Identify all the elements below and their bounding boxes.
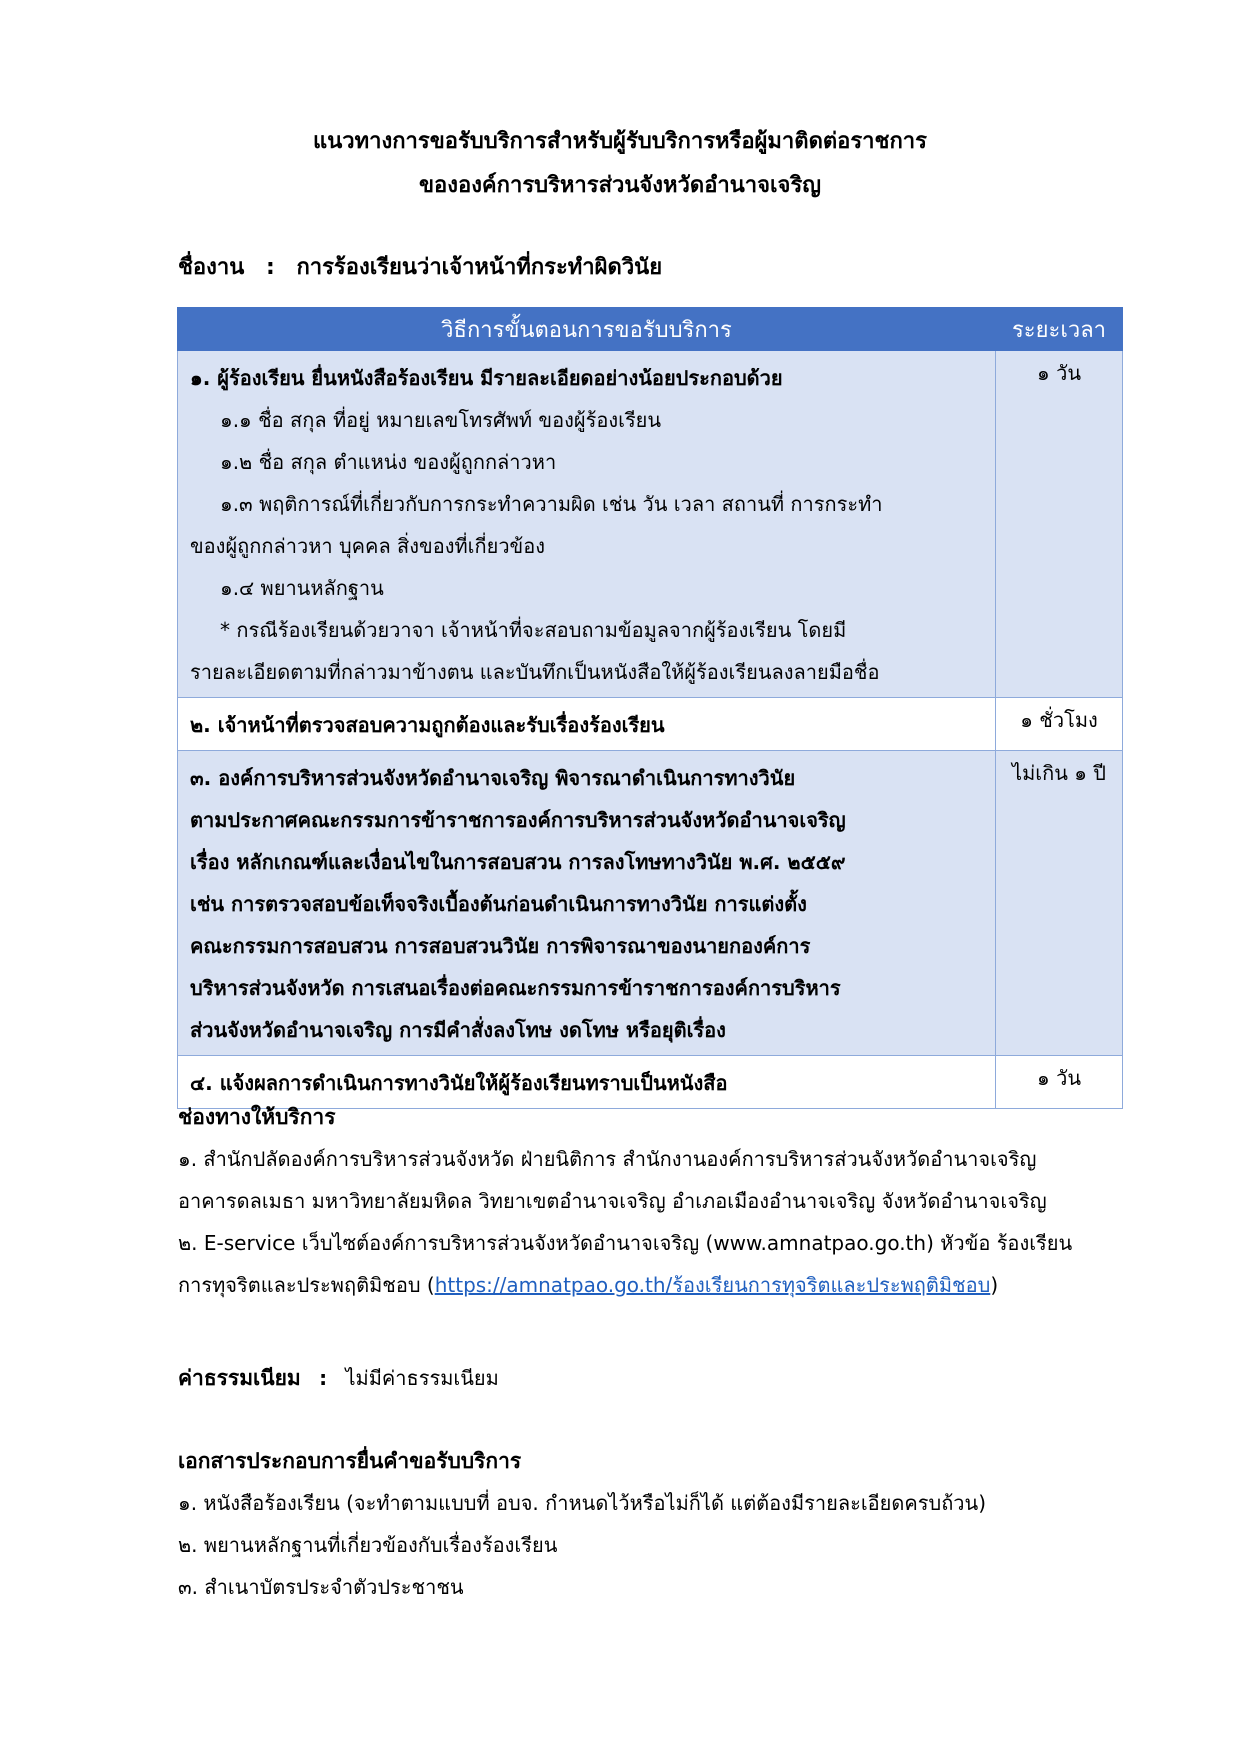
step-description [178,698,996,751]
job-name-value: การร้องเรียนว่าเจ้าหน้าที่กระทำผิดวินัย [296,255,663,280]
step-heading: ๒. เจ้าหน้าที่ตรวจสอบความถูกต้องและรับเรื่องร้องเรียน [190,713,665,737]
step-detail-line: คณะกรรมการสอบสวน การสอบสวนวินัย การพิจารณาของนายกองค์การ [190,934,811,958]
documents-heading: เอกสารประกอบการยื่นคำขอรับบริการ [178,1449,522,1473]
step-detail-line: เช่น การตรวจสอบข้อเท็จจริงเบื้องต้นก่อนดำเนินการทางวินัย การแต่งตั้ง [190,892,807,916]
document-item: ๑. หนังสือร้องเรียน (จะทำตามแบบที่ อบจ. กำหนดไว้หรือไม่ก็ได้ แต่ต้องมีรายละเอียดครบถ้วน) [178,1491,987,1515]
table-header-row [178,308,1123,351]
step-detail-line: ๓. องค์การบริหารส่วนจังหวัดอำนาจเจริญ พิจารณาดำเนินการทางวินัย [190,766,796,790]
step-duration: ๑ วัน [996,1056,1123,1109]
channel-line: อาคารดลเมธา มหาวิทยาลัยมหิดล วิทยาเขตอำนาจเจริญ อำเภอเมืองอำนาจเจริญ จังหวัดอำนาจเจริญ [178,1189,1047,1213]
channel-line: ๒. E-service เว็บไซต์องค์การบริหารส่วนจังหวัดอำนาจเจริญ (www.amnatpao.go.th) หัวข้อ ร้องเรียน [178,1231,1073,1255]
table-row [178,751,1123,1056]
fee-section [178,1357,499,1399]
step-detail-line: บริหารส่วนจังหวัด การเสนอเรื่องต่อคณะกรรมการข้าราชการองค์การบริหาร [190,976,841,1000]
job-name [178,252,662,284]
step-detail-line: ของผู้ถูกกล่าวหา บุคคล สิ่งของที่เกี่ยวข้อง [190,534,545,558]
step-detail-line: รายละเอียดตามที่กล่าวมาข้างตน และบันทึกเป็นหนังสือให้ผู้ร้องเรียนลงลายมือชื่อ [190,660,880,684]
step-description [178,751,996,1056]
step-duration: ๑ วัน [996,351,1123,698]
step-duration: ไม่เกิน ๑ ปี [996,751,1123,1056]
fee-separator: : [319,1366,328,1390]
step-detail-line: ๑.๑ ชื่อ สกุล ที่อยู่ หมายเลขโทรศัพท์ ของผู้ร้องเรียน [220,408,662,432]
step-description [178,351,996,698]
table-row [178,698,1123,751]
channel-line: ๑. สำนักปลัดองค์การบริหารส่วนจังหวัด ฝ่ายนิติการ สำนักงานองค์การบริหารส่วนจังหวัดอำนาจเจริญ [178,1147,1037,1171]
fee-value: ไม่มีค่าธรรมเนียม [345,1366,499,1390]
job-name-separator: : [265,255,275,280]
page-title-line-1: แนวทางการขอรับบริการสำหรับผู้รับบริการหรือผู้มาติดต่อราชการ [313,129,927,154]
step-detail-line: ๑.๓ พฤติการณ์ที่เกี่ยวกับการกระทำความผิด เช่น วัน เวลา สถานที่ การกระทำ [220,492,883,516]
step-detail-line: เรื่อง หลักเกณฑ์และเงื่อนไขในการสอบสวน การลงโทษทางวินัย พ.ศ. ๒๕๕๙ [190,850,846,874]
column-header-steps: วิธีการขั้นตอนการขอรับบริการ [178,308,996,351]
step-detail-line: ส่วนจังหวัดอำนาจเจริญ การมีคำสั่งลงโทษ งดโทษ หรือยุติเรื่อง [190,1018,726,1042]
documents-section [178,1440,986,1608]
step-heading: ๑. ผู้ร้องเรียน ยื่นหนังสือร้องเรียน มีรายละเอียดอย่างน้อยประกอบด้วย [190,366,783,390]
complaint-link[interactable]: https://amnatpao.go.th/ร้องเรียนการทุจริตและประพฤติมิชอบ [434,1273,991,1297]
table-row [178,351,1123,698]
service-channels-section [178,1096,1072,1306]
channel-line-suffix: ) [990,1273,999,1297]
step-heading: ๔. แจ้งผลการดำเนินการทางวินัยให้ผู้ร้องเรียนทราบเป็นหนังสือ [190,1071,728,1095]
channel-line [178,1264,1072,1306]
service-channels-heading: ช่องทางให้บริการ [178,1105,336,1129]
step-duration: ๑ ชั่วโมง [996,698,1123,751]
document-item: ๒. พยานหลักฐานที่เกี่ยวข้องกับเรื่องร้องเรียน [178,1533,558,1557]
page-title-line-2: ขององค์การบริหารส่วนจังหวัดอำนาจเจริญ [418,173,822,198]
document-item: ๓. สำเนาบัตรประจำตัวประชาชน [178,1575,464,1599]
channel-line-prefix: การทุจริตและประพฤติมิชอบ ( [178,1273,435,1297]
step-detail-line: ๑.๔ พยานหลักฐาน [220,576,384,600]
step-detail-line: * กรณีร้องเรียนด้วยวาจา เจ้าหน้าที่จะสอบถามข้อมูลจากผู้ร้องเรียน โดยมี [220,618,847,642]
job-name-label: ชื่องาน [178,255,245,280]
fee-label: ค่าธรรมเนียม [178,1366,301,1390]
column-header-time: ระยะเวลา [996,308,1123,351]
procedure-table [177,307,1123,1109]
step-detail-line: ตามประกาศคณะกรรมการข้าราชการองค์การบริหารส่วนจังหวัดอำนาจเจริญ [190,808,846,832]
step-detail-line: ๑.๒ ชื่อ สกุล ตำแหน่ง ของผู้ถูกกล่าวหา [220,450,557,474]
